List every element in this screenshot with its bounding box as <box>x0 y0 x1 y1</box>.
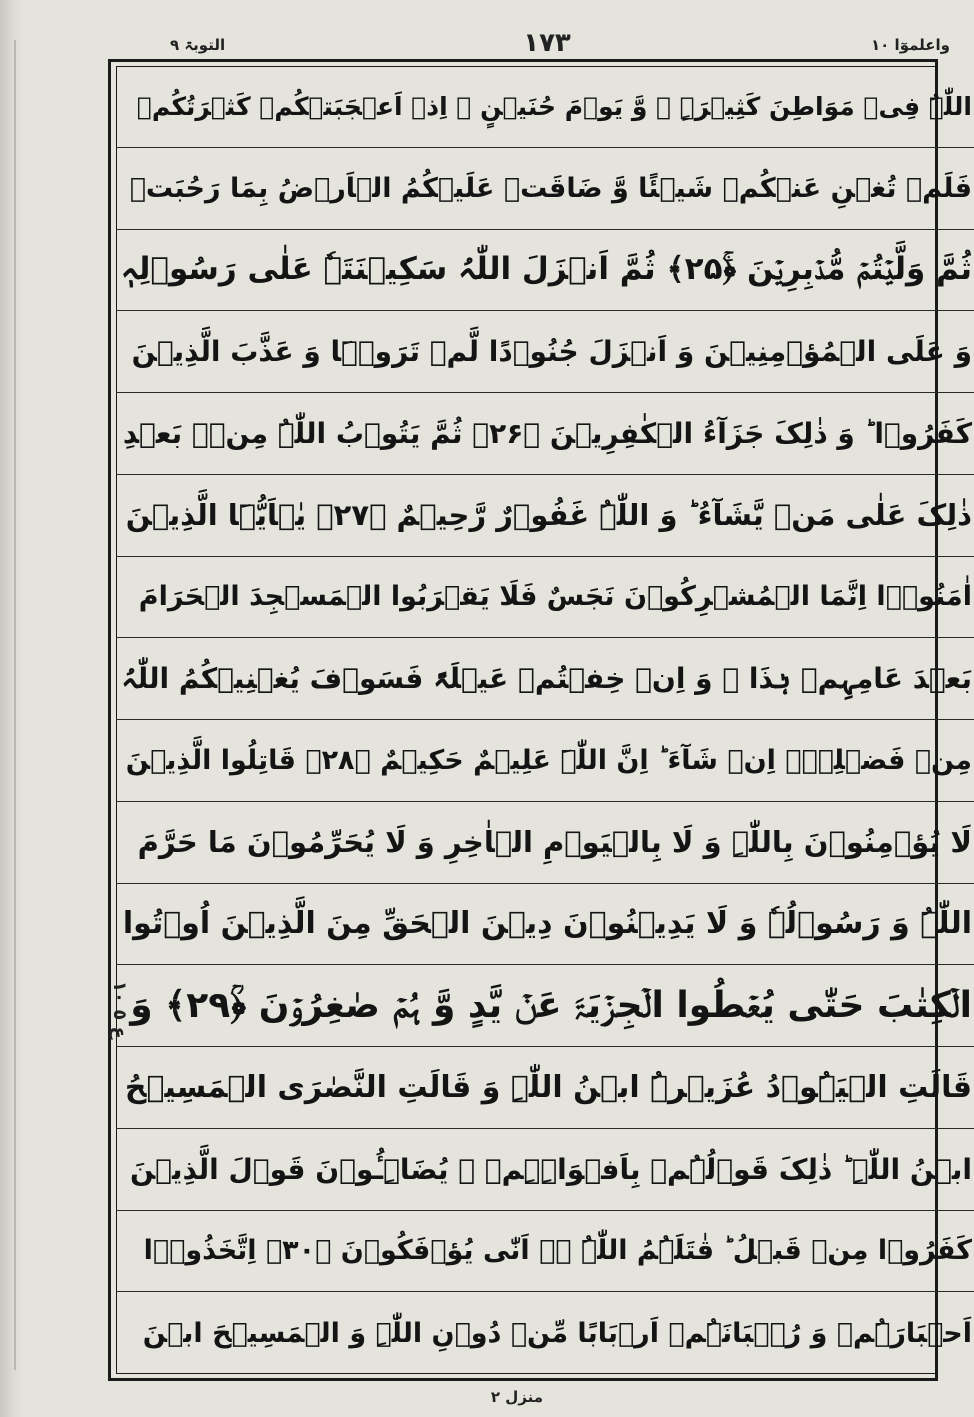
verse-line: اللّٰہُ وَ رَسُوۡلُہٗ وَ لَا یَدِیۡنُوۡنَ دِیۡنَ الۡحَقِّ مِنَ الَّذِیۡنَ اُوۡتُوا <box>116 884 974 966</box>
verse-line: لَا یُؤۡمِنُوۡنَ بِاللّٰہِ وَ لَا بِالۡیَوۡمِ الۡاٰخِرِ وَ لَا یُحَرِّمُوۡنَ مَا حَرَّمَ <box>116 802 974 884</box>
verse-line: فَلَمۡ تُغۡنِ عَنۡکُمۡ شَیۡئًا وَّ ضَاقَتۡ عَلَیۡکُمُ الۡاَرۡضُ بِمَا رَحُبَتۡ <box>116 148 974 230</box>
verse-line: کَفَرُوۡا ؕ وَ ذٰلِکَ جَزَآءُ الۡکٰفِرِیۡنَ ﴿۲۶﴾ ثُمَّ یَتُوۡبُ اللّٰہُ مِنۡۢ بَعۡدِ <box>116 393 974 475</box>
verse-line: قَالَتِ الۡیَہُوۡدُ عُزَیۡرُۨ ابۡنُ اللّٰہِ وَ قَالَتِ النَّصٰرَی الۡمَسِیۡحُ <box>116 1047 974 1129</box>
page-gutter-shadow <box>0 0 22 1417</box>
verse-line: کَفَرُوۡا مِنۡ قَبۡلُ ؕ قٰتَلَہُمُ اللّٰہُ ۚ۫ اَنّٰی یُؤۡفَکُوۡنَ ﴿۳۰﴾ اِتَّخَذُوۡۤا <box>116 1211 974 1293</box>
manzil-label: منزل ٢ <box>490 1388 544 1406</box>
verse-line: اللّٰہُ فِیۡ مَوَاطِنَ کَثِیۡرَۃٍ ۙ وَّ یَوۡمَ حُنَیۡنٍ ۙ اِذۡ اَعۡجَبَتۡکُمۡ کَثۡرَتُکُمۡ <box>116 66 974 148</box>
verse-line: اَحۡبَارَہُمۡ وَ رُہۡبَانَہُمۡ اَرۡبَابًا مِّنۡ دُوۡنِ اللّٰہِ وَ الۡمَسِیۡحَ ابۡنَ <box>142 1317 972 1349</box>
verse-line: وَ عَلَی الۡمُؤۡمِنِیۡنَ وَ اَنۡزَلَ جُنُوۡدًا لَّمۡ تَرَوۡہَا وَ عَذَّبَ الَّذِیۡنَ <box>116 311 974 393</box>
juz-name: واعلموٓا ١٠ <box>871 36 950 54</box>
verse-line: ابۡنُ اللّٰہِ ؕ ذٰلِکَ قَوۡلُہُمۡ بِاَفۡوَاہِہِمۡ ۚ یُضَاہِـُٔوۡنَ قَوۡلَ الَّذِیۡنَ <box>116 1129 974 1211</box>
verse-line: ثُمَّ وَلَّیۡتُمۡ مُّدۡبِرِیۡنَ ﴿ۚ۲۵﴾ ثُمَّ اَنۡزَلَ اللّٰہُ سَکِیۡنَتَہٗ عَلٰی رَسُوۡلِہٖ <box>116 230 974 312</box>
verse-line: مِنۡ فَضۡلِہٖۤ اِنۡ شَآءَ ؕ اِنَّ اللّٰہَ عَلِیۡمٌ حَکِیۡمٌ ﴿۲۸﴾ قَاتِلُوا الَّذِیۡنَ <box>116 720 974 802</box>
surah-name: التوبۃ ٩ <box>170 36 226 54</box>
page-footer <box>0 1388 974 1406</box>
page-number: ١٧٣ <box>523 28 571 58</box>
verse-line: ذٰلِکَ عَلٰی مَنۡ یَّشَآءُ ؕ وَ اللّٰہُ غَفُوۡرٌ رَّحِیۡمٌ ﴿۲۷﴾ یٰۤاَیُّہَا الَّذِیۡنَ <box>116 475 974 557</box>
verse-line: اٰمَنُوۡۤا اِنَّمَا الۡمُشۡرِکُوۡنَ نَجَسٌ فَلَا یَقۡرَبُوا الۡمَسۡجِدَ الۡحَرَامَ <box>116 557 974 639</box>
verse-line: بَعۡدَ عَامِہِمۡ ہٰذَا ۚ وَ اِنۡ خِفۡتُمۡ عَیۡلَۃً فَسَوۡفَ یُغۡنِیۡکُمُ اللّٰہُ <box>116 638 974 720</box>
ruku-marker: ع ٥ ١٠ <box>109 981 130 1039</box>
page-edge <box>14 40 16 1370</box>
verse-line: الۡکِتٰبَ حَتّٰی یُعۡطُوا الۡجِزۡیَۃَ عَنۡ یَّدٍ وَّ ہُمۡ صٰغِرُوۡنَ ﴿ؒ۲۹﴾ وَ <box>116 965 974 1047</box>
verse-lines <box>116 66 974 1374</box>
